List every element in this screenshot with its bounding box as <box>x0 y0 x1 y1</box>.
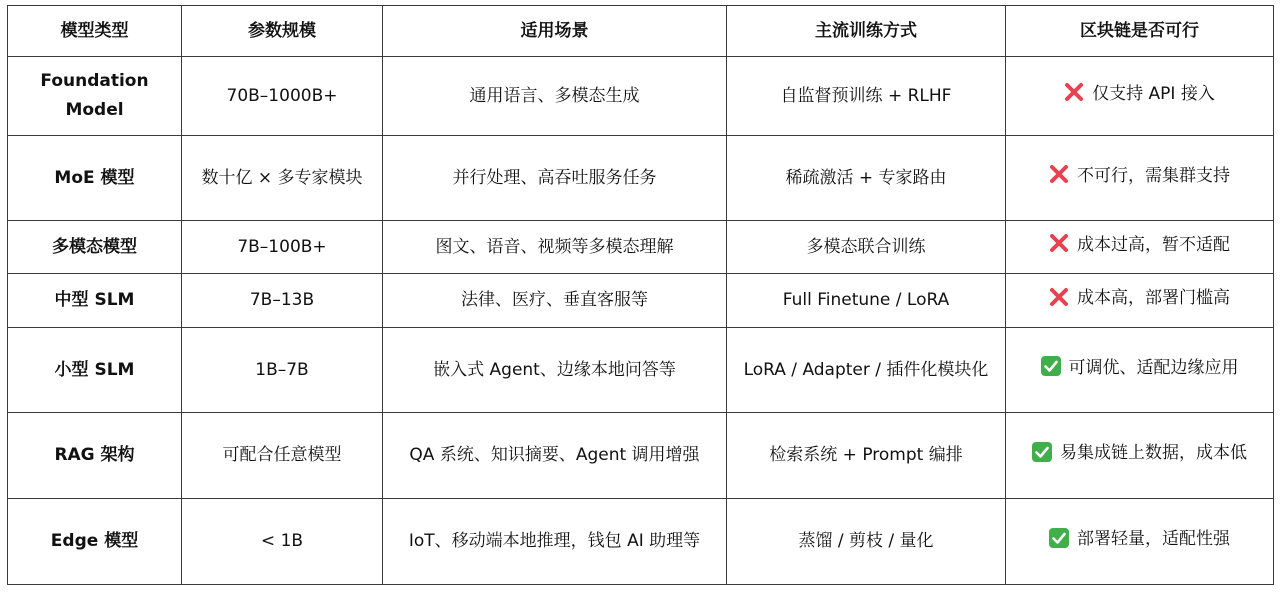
header-training-method: 主流训练方式 <box>727 6 1006 57</box>
table-row <box>8 274 1274 328</box>
cell-blockchain-feasible <box>1006 221 1274 274</box>
cell-model-type: Foundation Model <box>8 57 182 136</box>
feasibility-text: 不可行，需集群支持 <box>1077 165 1230 186</box>
model-comparison-table-wrap <box>7 5 1274 585</box>
table-row <box>8 499 1274 585</box>
cell-scenario: 并行处理、高吞吐服务任务 <box>383 136 727 221</box>
cell-model-type: 小型 SLM <box>8 328 182 413</box>
cell-training-method: 多模态联合训练 <box>727 221 1006 274</box>
cell-model-type: Edge 模型 <box>8 499 182 585</box>
feasibility-text: 可调优、适配边缘应用 <box>1068 357 1239 378</box>
cell-training-method: 自监督预训练 + RLHF <box>727 57 1006 136</box>
cell-scenario: 法律、医疗、垂直客服等 <box>383 274 727 328</box>
check-icon <box>1049 528 1069 558</box>
table-row <box>8 57 1274 136</box>
cross-icon <box>1049 287 1069 317</box>
cell-blockchain-feasible <box>1006 499 1274 585</box>
cell-param-scale: 7B–13B <box>182 274 383 328</box>
cell-model-type: 多模态模型 <box>8 221 182 274</box>
feasibility-text: 成本过高，暂不适配 <box>1077 234 1230 255</box>
feasibility-text: 仅支持 API 接入 <box>1092 83 1215 104</box>
cell-blockchain-feasible <box>1006 136 1274 221</box>
cell-model-type: MoE 模型 <box>8 136 182 221</box>
cell-training-method: Full Finetune / LoRA <box>727 274 1006 328</box>
cell-blockchain-feasible <box>1006 57 1274 136</box>
feasibility-text: 易集成链上数据，成本低 <box>1060 443 1247 464</box>
cell-training-method: 稀疏激活 + 专家路由 <box>727 136 1006 221</box>
cell-scenario: 通用语言、多模态生成 <box>383 57 727 136</box>
table-header-row <box>8 6 1274 57</box>
table-row <box>8 221 1274 274</box>
header-param-scale: 参数规模 <box>182 6 383 57</box>
cell-scenario: QA 系统、知识摘要、Agent 调用增强 <box>383 413 727 499</box>
cell-param-scale: 1B–7B <box>182 328 383 413</box>
cell-param-scale: 7B–100B+ <box>182 221 383 274</box>
cell-param-scale: 70B–1000B+ <box>182 57 383 136</box>
header-blockchain-feasible: 区块链是否可行 <box>1006 6 1274 57</box>
cell-scenario: 嵌入式 Agent、边缘本地问答等 <box>383 328 727 413</box>
cross-icon <box>1049 233 1069 263</box>
cell-blockchain-feasible <box>1006 413 1274 499</box>
cross-icon <box>1064 82 1084 112</box>
cell-training-method: LoRA / Adapter / 插件化模块化 <box>727 328 1006 413</box>
header-scenario: 适用场景 <box>383 6 727 57</box>
check-icon <box>1032 442 1052 472</box>
feasibility-text: 成本高，部署门槛高 <box>1077 288 1230 309</box>
cell-training-method: 蒸馏 / 剪枝 / 量化 <box>727 499 1006 585</box>
table-row <box>8 136 1274 221</box>
cell-param-scale: 数十亿 × 多专家模块 <box>182 136 383 221</box>
cell-param-scale: 可配合任意模型 <box>182 413 383 499</box>
cell-training-method: 检索系统 + Prompt 编排 <box>727 413 1006 499</box>
model-comparison-table <box>7 5 1274 585</box>
check-icon <box>1041 356 1061 386</box>
cell-blockchain-feasible <box>1006 328 1274 413</box>
feasibility-text: 部署轻量，适配性强 <box>1077 529 1230 550</box>
cell-scenario: IoT、移动端本地推理，钱包 AI 助理等 <box>383 499 727 585</box>
cross-icon <box>1049 164 1069 194</box>
cell-scenario: 图文、语音、视频等多模态理解 <box>383 221 727 274</box>
header-model-type: 模型类型 <box>8 6 182 57</box>
cell-model-type: 中型 SLM <box>8 274 182 328</box>
table-row <box>8 413 1274 499</box>
cell-model-type: RAG 架构 <box>8 413 182 499</box>
cell-param-scale: < 1B <box>182 499 383 585</box>
cell-blockchain-feasible <box>1006 274 1274 328</box>
table-row <box>8 328 1274 413</box>
